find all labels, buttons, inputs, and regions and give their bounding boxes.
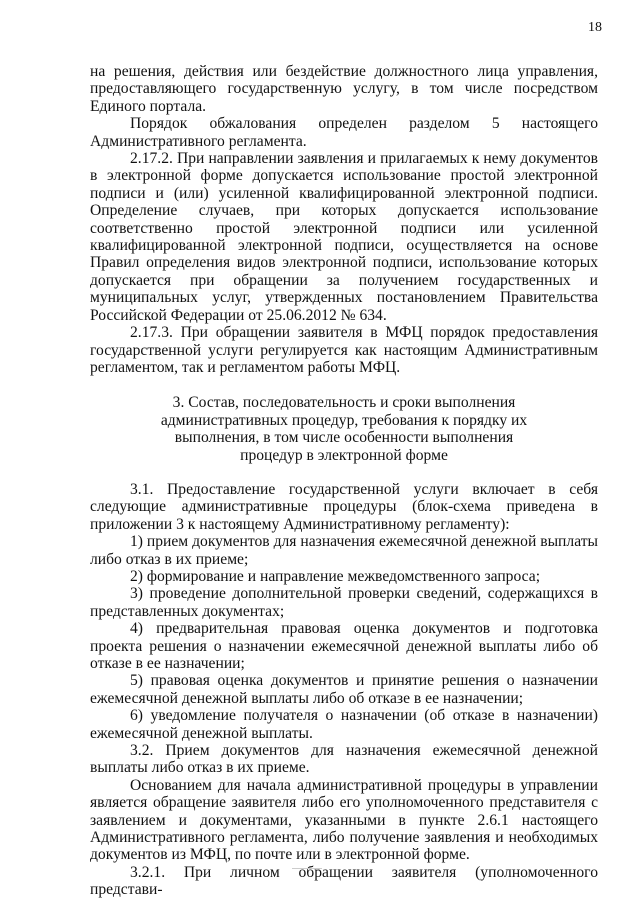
paragraph-2-17-2: 2.17.2. При направлении заявления и прилагаемых к нему документов в электронной форме допускается использование простой электронной подписи и (или) усиленной квалифицированной электронной подписи. Определение случаев, при которых допускается использование соответственно простой электронной подписи или усиленной квалифицированной электронной подписи, осуществляется на основе Правил определения видов электронной подписи, использование которых допускается при обращении за получением государственных и муниципальных услуг, утвержденных постановлением Правительства Российской Федерации от 25.06.2012 № 634.: [90, 150, 598, 324]
section-heading-line: выполнения, в том числе особенности выполнения: [174, 429, 514, 447]
paragraph-continuation: на решения, действия или бездействие должностного лица управления, предоставляющего государственную услугу, в том числе посредством Единого портала.: [90, 63, 598, 115]
paragraph-3-2-1: 3.2.1. При личном обращении заявителя (уполномоченного представи-: [90, 863, 598, 899]
footer-divider: [292, 868, 322, 869]
list-item-2: 2) формирование и направление межведомственного запроса;: [130, 567, 541, 585]
section-heading-line: административных процедур, требования к порядку их: [160, 411, 528, 429]
paragraph-2-17-3: 2.17.3. При обращении заявителя в МФЦ порядок предоставления государственной услуги регулируется как настоящим Административным регламентом, так и регламентом работы МФЦ.: [90, 324, 598, 376]
section-heading-line: 3. Состав, последовательность и сроки выполнения: [172, 394, 516, 412]
paragraph-3-2: 3.2. Прием документов для назначения ежемесячной денежной выплаты либо отказ в их приеме.: [90, 742, 598, 777]
section-heading: [90, 394, 598, 464]
paragraph-3-1: 3.1. Предоставление государственной услуги включает в себя следующие административные процедуры (блок-схема приведена в приложении 3 к настоящему Административному регламенту):: [90, 480, 598, 533]
paragraph-appeal-order: Порядок обжалования определен разделом 5 настоящего Административного регламента.: [90, 115, 598, 150]
list-item-5: 5) правовая оценка документов и принятие решения о назначении ежемесячной денежной выплаты либо об отказе в ее назначении;: [90, 672, 598, 707]
page-number: 18: [588, 20, 602, 35]
list-item-6: 6) уведомление получателя о назначении (об отказе в назначении) ежемесячной денежной выплаты.: [90, 707, 598, 742]
list-item-3: 3) проведение дополнительной проверки сведений, содержащихся в представленных документах;: [90, 585, 598, 620]
list-item-4: 4) предварительная правовая оценка документов и подготовка проекта решения о назначении ежемесячной денежной выплаты либо об отказе в ее назначении;: [90, 620, 598, 672]
paragraph-basis: Основанием для начала административной процедуры в управлении является обращение заявителя либо его уполномоченного представителя с заявлением и документами, указанными в пункте 2.6.1 настоящего Административного регламента, либо получение заявления и необходимых документов из МФЦ, по почте или в электронной форме.: [90, 776, 598, 864]
section-heading-line: процедур в электронной форме: [240, 446, 448, 464]
document-body: [90, 63, 598, 899]
list-item-1: 1) прием документов для назначения ежемесячной денежной выплаты либо отказ в их приеме;: [90, 533, 598, 568]
